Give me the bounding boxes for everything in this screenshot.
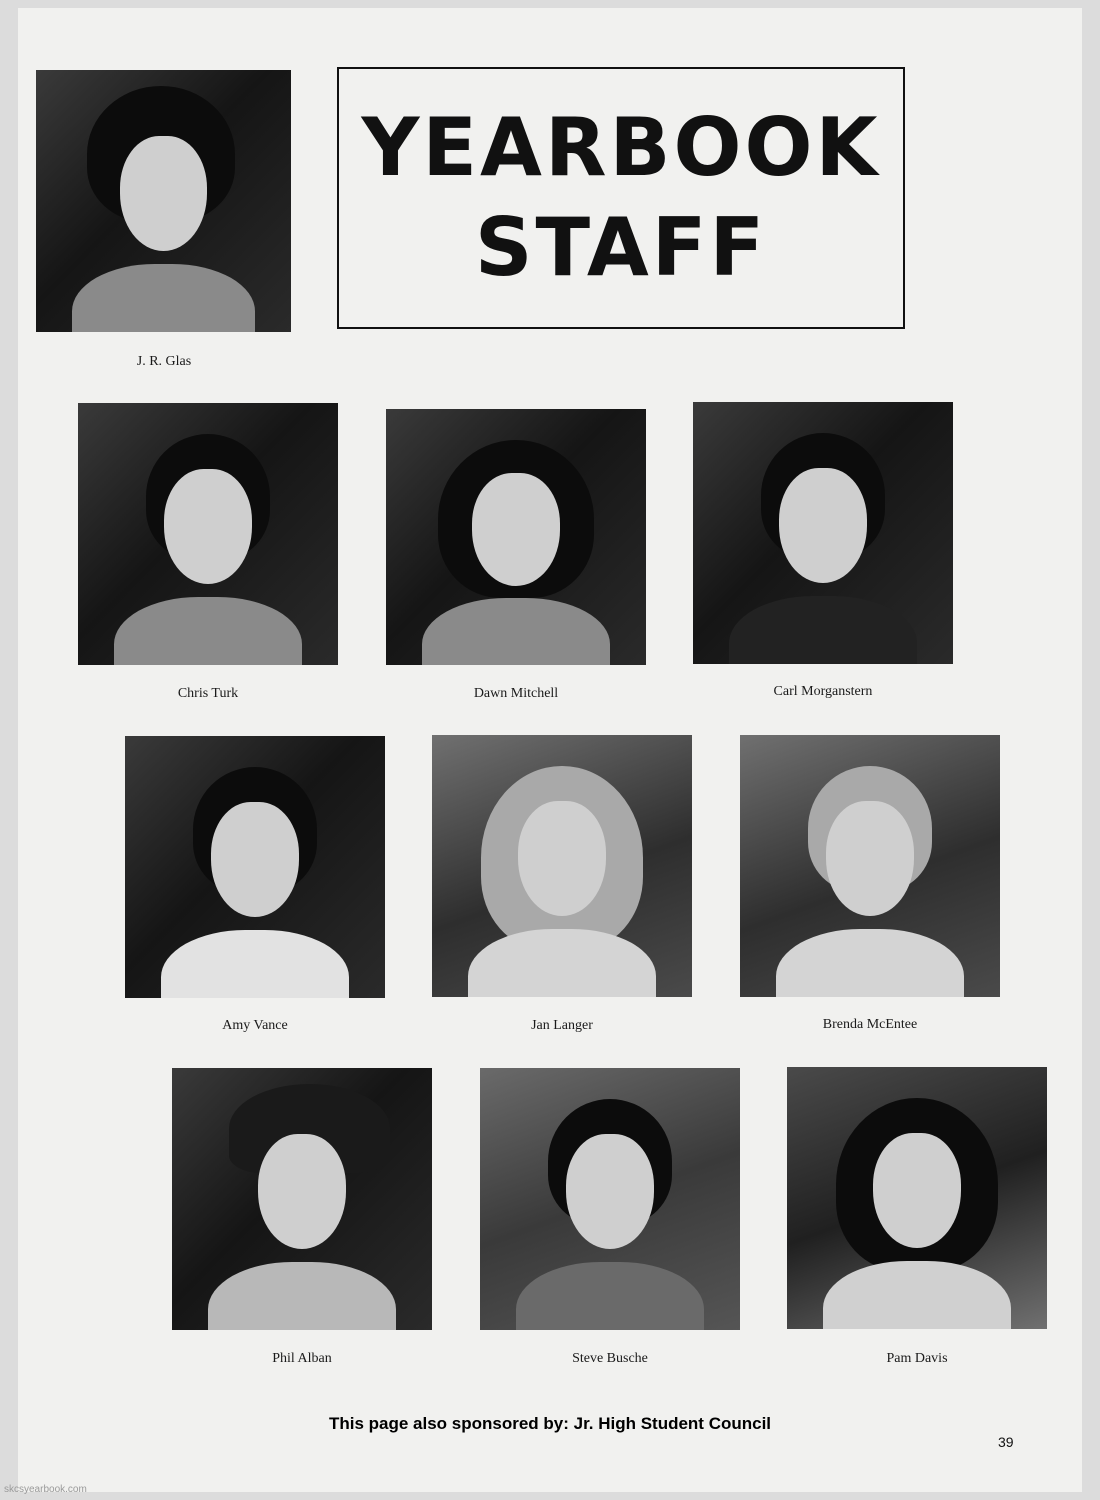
title-line-1: YEARBOOK (361, 101, 881, 194)
caption-morganstern: Carl Morganstern (773, 684, 873, 699)
portrait-photo-morganstern (693, 402, 953, 664)
title-line-2: STAFF (474, 201, 768, 294)
caption-glas: J. R. Glas (136, 354, 192, 369)
caption-davis: Pam Davis (886, 1351, 948, 1366)
portrait-photo-alban (172, 1068, 432, 1330)
portrait-photo-vance (125, 736, 385, 998)
caption-mitchell: Dawn Mitchell (473, 686, 559, 701)
page-number: 39 (998, 1434, 1014, 1450)
portrait-photo-busche (480, 1068, 740, 1330)
title-box (337, 67, 905, 329)
caption-turk: Chris Turk (177, 686, 239, 701)
caption-langer: Jan Langer (531, 1018, 593, 1033)
portrait-photo-glas (36, 70, 291, 332)
caption-vance: Amy Vance (222, 1018, 288, 1033)
watermark: skcsyearbook.com (4, 1484, 87, 1495)
portrait-photo-davis (787, 1067, 1047, 1329)
sponsor-note: This page also sponsored by: Jr. High Student Council (328, 1414, 772, 1433)
portrait-photo-langer (432, 735, 692, 997)
portrait-photo-mitchell (386, 409, 646, 665)
caption-mcentee: Brenda McEntee (822, 1017, 918, 1032)
caption-busche: Steve Busche (572, 1351, 648, 1366)
portrait-photo-mcentee (740, 735, 1000, 997)
caption-alban: Phil Alban (272, 1351, 332, 1366)
portrait-photo-turk (78, 403, 338, 665)
yearbook-page (18, 8, 1082, 1492)
